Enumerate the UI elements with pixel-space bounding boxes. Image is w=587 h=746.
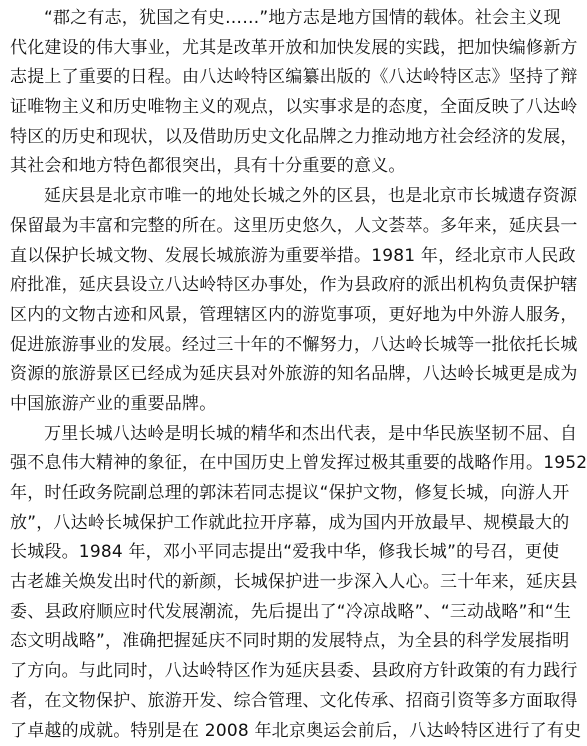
text-line: 了方向。与此同时，八达岭特区作为延庆县委、县政府方针政策的有力践行 (10, 657, 518, 687)
paragraph-local-chronicles (10, 4, 518, 182)
text-line: 促进旅游事业的发展。经过三十年的不懈努力，八达岭长城等一批依托长城 (10, 331, 518, 361)
text-line: 强不息伟大精神的象征，在中国历史上曾发挥过极其重要的战略作用。1952 (10, 449, 518, 479)
paragraph-great-wall-badaling (10, 420, 518, 746)
text-line: 特区的历史和现状，以及借助历史文化品牌之力推动地方社会经济的发展， (10, 123, 518, 153)
text-line: 延庆县是北京市唯一的地处长城之外的区县，也是北京市长城遗存资源 (10, 182, 518, 212)
text-line: “郡之有志，犹国之有史……”地方志是地方国情的载体。社会主义现 (10, 4, 518, 34)
paragraph-yanqing-county (10, 182, 518, 420)
text-line: 直以保护长城文物、发展长城旅游为重要举措。1981 年，经北京市人民政 (10, 242, 518, 272)
text-line: 态文明战略”，准确把握延庆不同时期的发展特点，为全县的科学发展指明 (10, 627, 518, 657)
text-line: 资源的旅游景区已经成为延庆县对外旅游的知名品牌，八达岭长城更是成为 (10, 360, 518, 390)
text-line: 志提上了重要的日程。由八达岭特区编纂出版的《八达岭特区志》坚持了辩 (10, 63, 518, 93)
text-line: 其社会和地方特色都很突出，具有十分重要的意义。 (10, 152, 518, 182)
text-line: 府批准，延庆县设立八达岭特区办事处，作为县政府的派出机构负责保护辖 (10, 271, 518, 301)
text-line: 保留最为丰富和完整的所在。这里历史悠久，人文荟萃。多年来，延庆县一 (10, 212, 518, 242)
text-line: 年，时任政务院副总理的郭沫若同志提议“保护文物，修复长城，向游人开 (10, 479, 518, 509)
text-line: 委、县政府顺应时代发展潮流，先后提出了“冷凉战略”、“三动战略”和“生 (10, 598, 518, 628)
text-line: 放”，八达岭长城保护工作就此拉开序幕，成为国内开放最早、规模最大的 (10, 509, 518, 539)
text-line: 古老雄关焕发出时代的新颜，长城保护进一步深入人心。三十年来，延庆县 (10, 568, 518, 598)
text-line: 代化建设的伟大事业，尤其是改革开放和加快发展的实践，把加快编修新方 (10, 34, 518, 64)
text-line: 区内的文物古迹和风景，管理辖区内的游览事项，更好地为中外游人服务， (10, 301, 518, 331)
text-line: 中国旅游产业的重要品牌。 (10, 390, 518, 420)
text-line: 证唯物主义和历史唯物主义的观点，以实事求是的态度，全面反映了八达岭 (10, 93, 518, 123)
text-line: 者，在文物保护、旅游开发、综合管理、文化传承、招商引资等多方面取得 (10, 687, 518, 717)
text-line: 长城段。1984 年，邓小平同志提出“爱我中华，修我长城”的号召，更使 (10, 538, 518, 568)
text-line: 了卓越的成就。特别是在 2008 年北京奥运会前后，八达岭特区进行了有史 (10, 717, 518, 746)
text-line: 万里长城八达岭是明长城的精华和杰出代表，是中华民族坚韧不屈、自 (10, 420, 518, 450)
